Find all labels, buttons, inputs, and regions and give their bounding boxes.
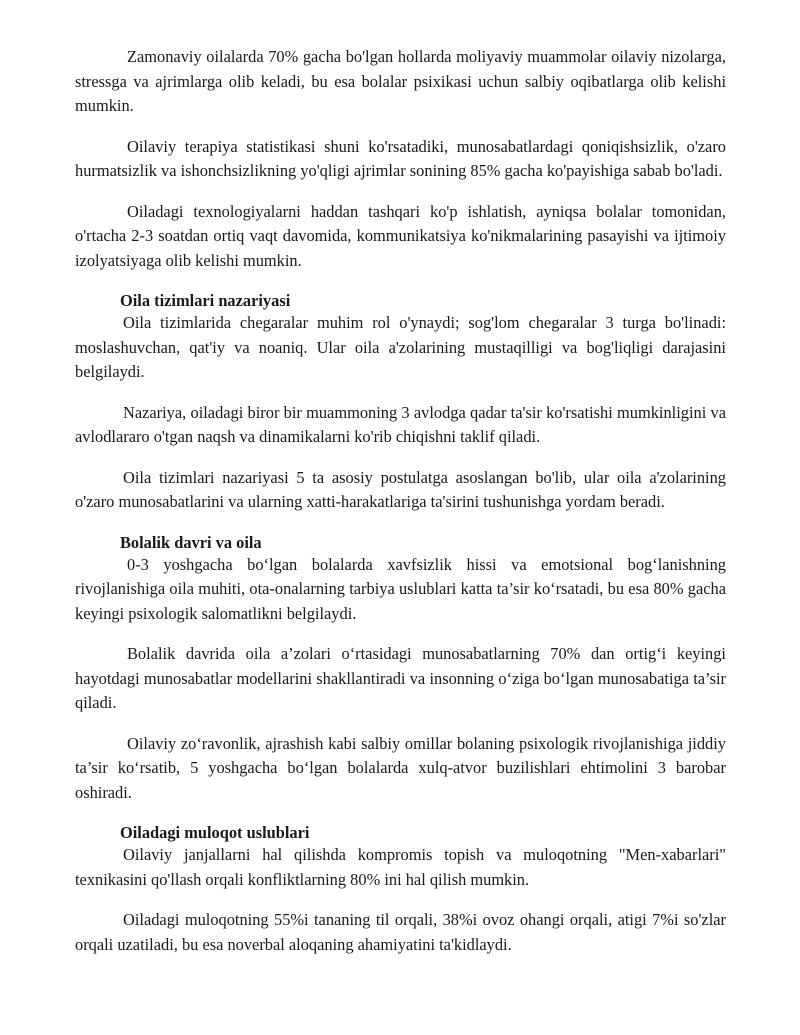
intro-paragraph-3: Oiladagi texnologiyalarni haddan tashqari ko'p ishlatish, ayniqsa bolalar tomonidan, o'rtacha 2-3 soatdan ortiq vaqt davomida, kommunikatsiya ko'nikmalarining pasayishi va ijtimoiy izolyatsiyaga olib kelishi mumkin. [75,201,726,270]
section-family-systems [75,289,726,515]
section-heading: Bolalik davri va oila [120,532,262,552]
section-childhood [75,531,726,806]
intro-paragraph-2: Oilaviy terapiya statistikasi shuni ko'rsatadiki, munosabatlardagi qoniqishsizlik, o'zaro hurmatsizlik va ishonchsizlikning yo'qligi ajrimlar sonining 85% gacha ko'payishiga sabab bo'ladi. [75,136,726,180]
section-paragraph: Oila tizimlarida chegaralar muhim rol o'ynaydi; sog'lom chegaralar 3 turga bo'linadi: moslashuvchan, qat'iy va noaniq. Ular oila a'zolarining mustaqilligi va bog'liqligi darajasini belgilaydi. [75,313,726,381]
intro-paragraph-1: Zamonaviy oilalarda 70% gacha bo'lgan hollarda moliyaviy muammolar oilaviy nizolarga, stressga va ajrimlarga olib keladi, bu esa bolalar psixikasi uchun salbiy oqibatlarga olib kelishi mumkin. [75,47,726,115]
section-paragraph: Oila tizimlari nazariyasi 5 ta asosiy postulatga asoslangan bo'lib, ular oila a'zolarining o'zaro munosabatlarini va ularning xatti-harakatlariga ta'sirini tushunishga yordam beradi. [75,467,726,511]
section-paragraph: Oilaviy zo‘ravonlik, ajrashish kabi salbiy omillar bolaning psixologik rivojlanishiga jiddiy ta’sir ko‘rsatib, 5 yoshgacha bo‘lgan bolalarda xulq-atvor buzilishlari ehtimolini 3 barobar oshiradi. [75,733,726,802]
section-paragraph: Oilaviy janjallarni hal qilishda kompromis topish va muloqotning "Men-xabarlari" texnikasini qo'llash orqali konfliktlarning 80% ini hal qilish mumkin. [75,845,726,889]
section-paragraph: Oiladagi muloqotning 55%i tananing til orqali, 38%i ovoz ohangi orqali, atigi 7%i so'zlar orqali uzatiladi, bu esa noverbal aloqaning ahamiyatini ta'kidlaydi. [75,910,726,954]
section-heading: Oila tizimlari nazariyasi [120,291,291,310]
section-paragraph: 0-3 yoshgacha bo‘lgan bolalarda xavfsizlik hissi va emotsional bog‘lanishning rivojlanishiga oila muhiti, ota-onalarning tarbiya uslublari katta ta’sir ko‘rsatadi, bu esa 80% gacha keyingi psixologik salomatlikni belgilaydi. [75,554,726,623]
document-page [75,45,726,973]
section-communication [75,821,726,957]
section-heading: Oiladagi muloqot uslublari [120,823,310,842]
section-paragraph: Bolalik davrida oila a’zolari o‘rtasidagi munosabatlarning 70% dan ortig‘i keyingi hayotdagi munosabatlar modellarini shakllantiradi va insonning o‘ziga bo‘lgan munosabatiga ta’sir qiladi. [75,644,726,712]
section-paragraph: Nazariya, oiladagi biror bir muammoning 3 avlodga qadar ta'sir ko'rsatishi mumkinligini va avlodlararo o'tgan naqsh va dinamikalarni ko'rib chiqishni taklif qiladi. [75,402,726,446]
